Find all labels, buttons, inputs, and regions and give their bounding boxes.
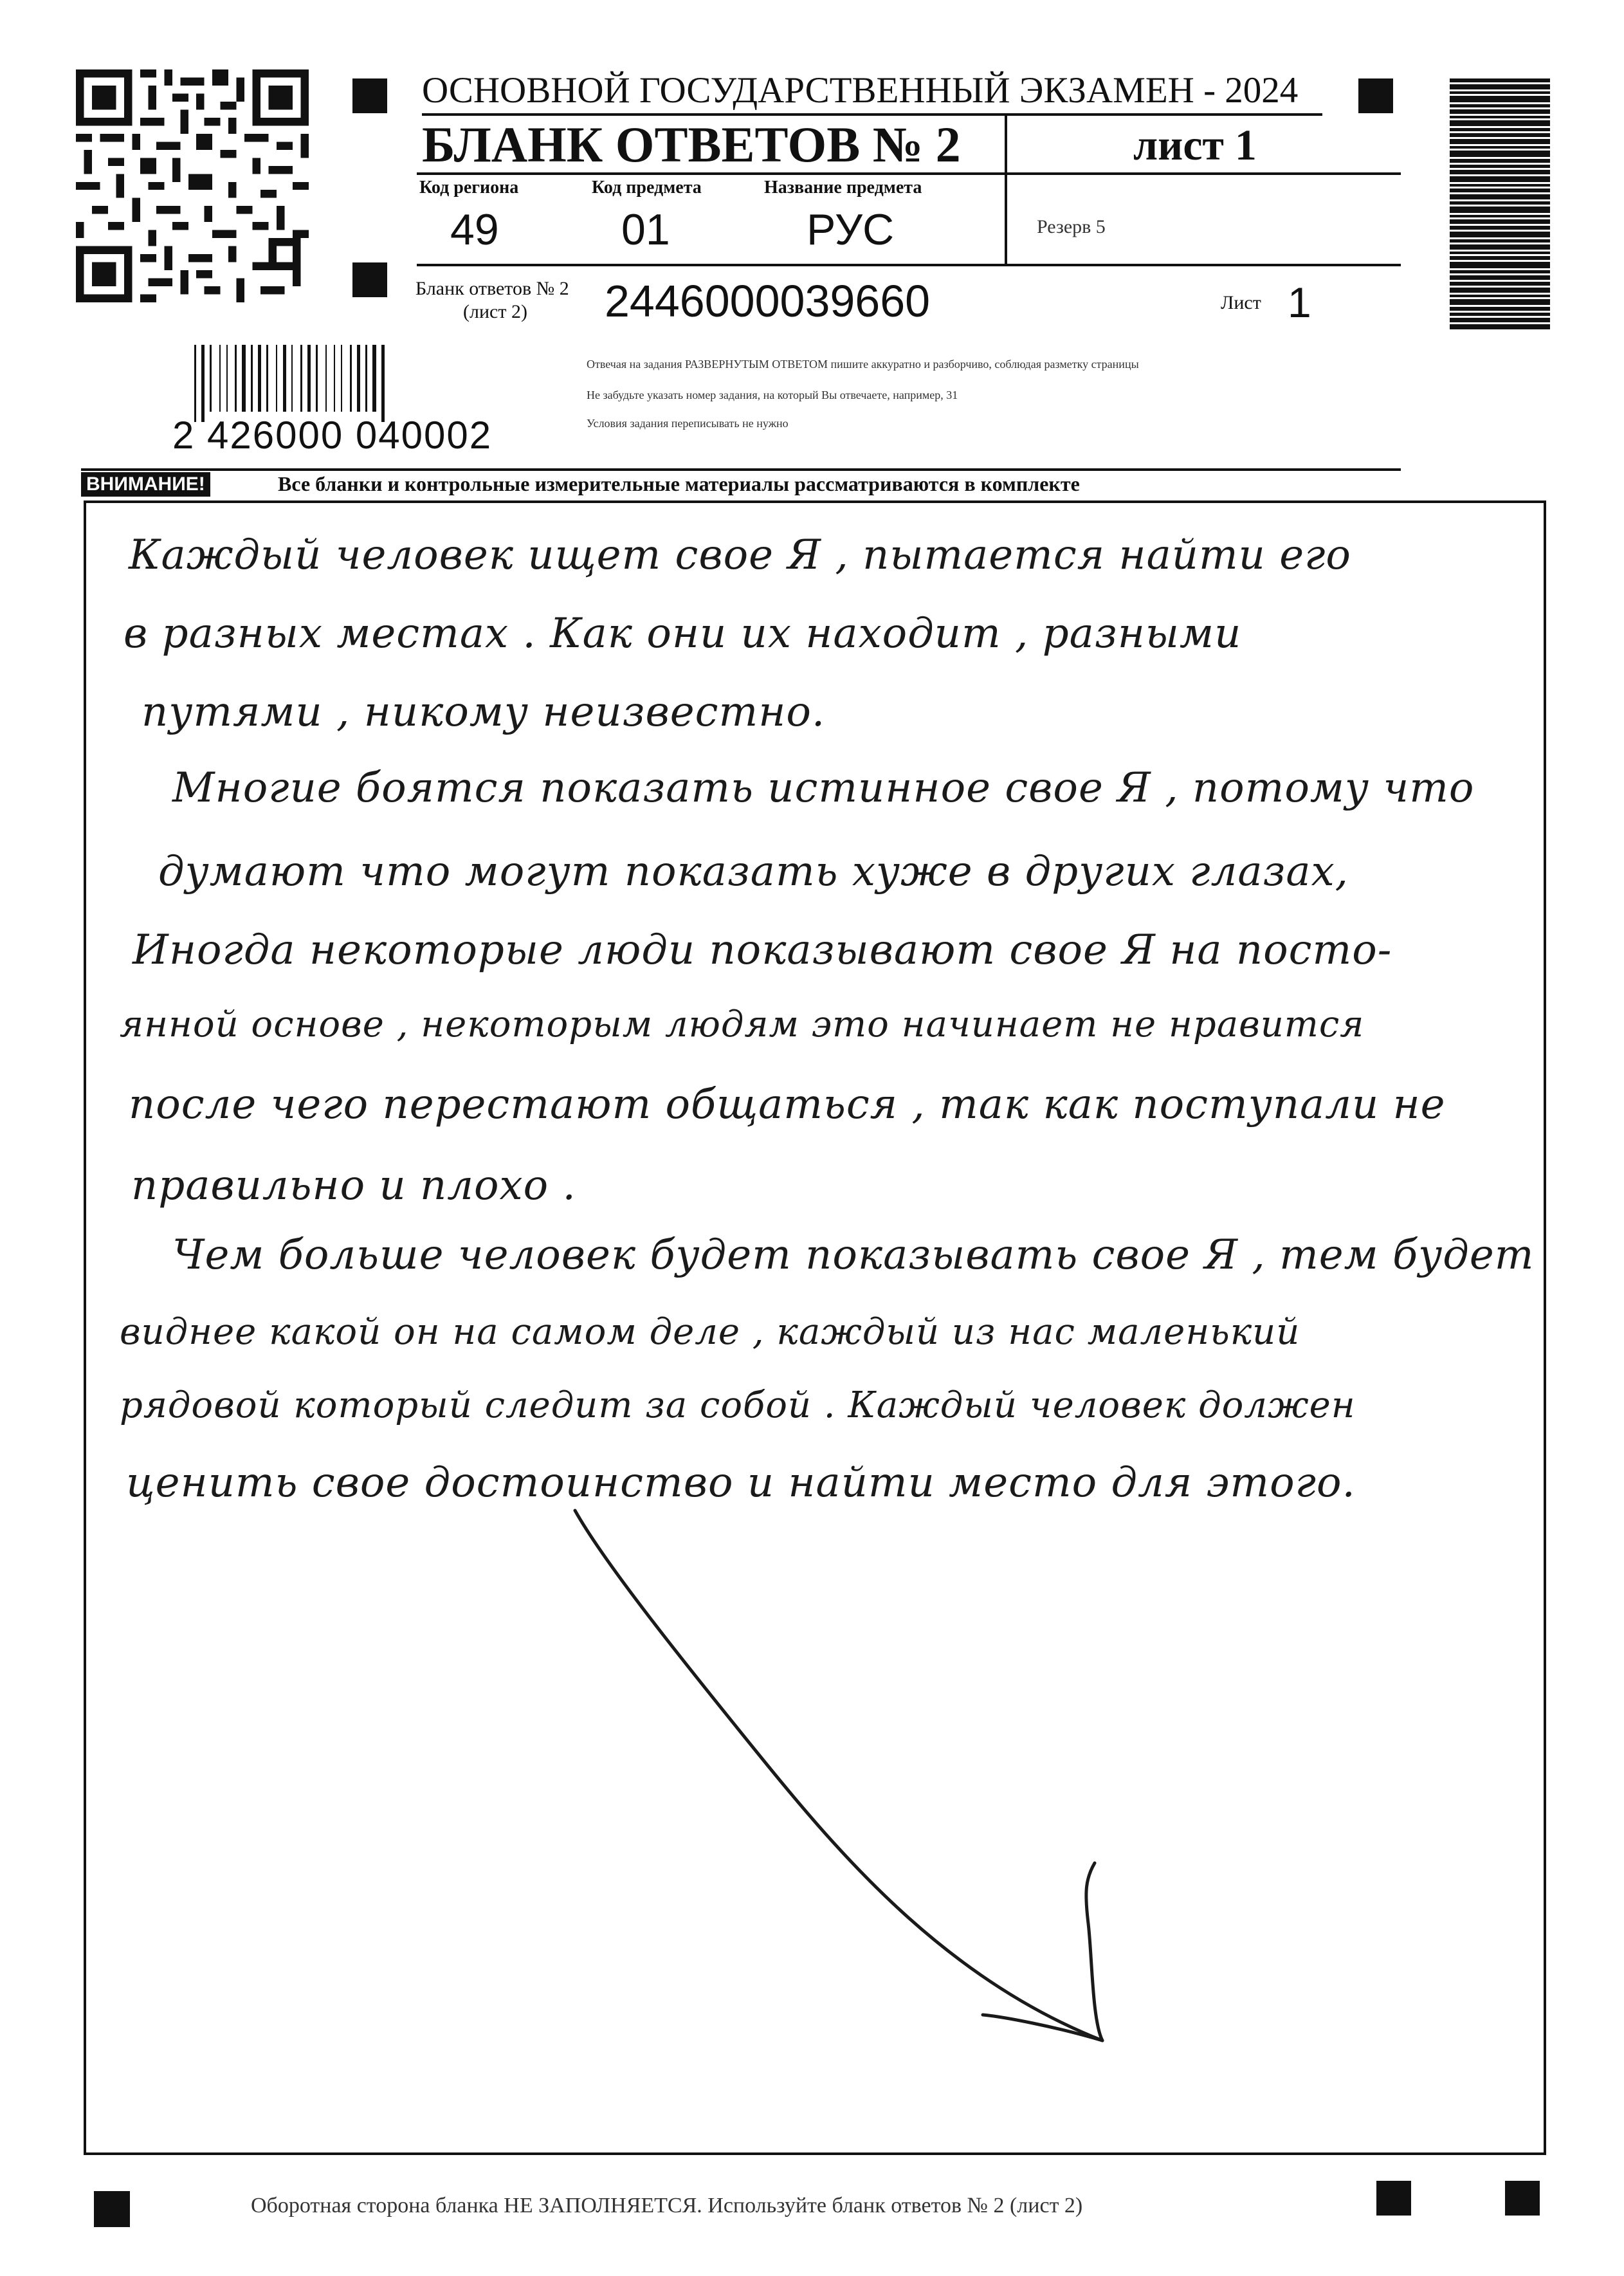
registration-mark-top-right [1358,78,1393,113]
instruction-line-2: Не забудьте указать номер задания, на который Вы отвечаете, например, 31 [587,389,958,401]
registration-mark-bottom-mid [1376,2181,1411,2216]
answer-line-7: янной основе , некоторым людям это начинает не нравится [120,1004,1365,1045]
side-barcode [1450,78,1550,452]
subject-name-label: Название предмета [764,178,922,197]
answer-line-3: путями , никому неизвестно. [141,688,826,736]
exam-title: ОСНОВНОЙ ГОСУДАРСТВЕННЫЙ ЭКЗАМЕН - 2024 [422,70,1299,111]
form-number: 2446000039660 [605,276,931,326]
form-title: БЛАНК ОТВЕТОВ № 2 [422,116,961,172]
barcode-number: 2 426000 040002 [172,414,493,457]
title-bottom-line [417,172,1401,175]
notice-top-line [81,468,1401,471]
qr-code [76,69,309,302]
answer-line-1: Каждый человек ищет свое Я , пытается найти его [129,531,1351,579]
registration-mark-bottom-right [1505,2181,1540,2216]
region-code-label: Код региона [419,178,519,197]
instruction-line-1: Отвечая на задания РАЗВЕРНУТЫМ ОТВЕТОМ пишите аккуратно и разборчиво, соблюдая разметку страницы [587,358,1139,371]
region-code: 49 [450,205,499,254]
form-ref-line2: (лист 2) [463,301,527,322]
form-ref-line1: Бланк ответов № 2 [415,278,569,299]
answer-line-9: правильно и плохо . [131,1162,576,1209]
sheet-label: лист 1 [1133,120,1257,169]
sheet-no-label: Лист [1221,292,1261,313]
registration-mark-mid-left [352,262,387,297]
footer-note: Оборотная сторона бланка НЕ ЗАПОЛНЯЕТСЯ. Используйте бланк ответов № 2 (лист 2) [251,2194,1083,2217]
registration-mark-top-left [352,78,387,113]
answer-line-8: после чего перестают общаться , так как поступали не [129,1081,1446,1128]
instruction-line-3: Условия задания переписывать не нужно [587,417,789,430]
sheet-no: 1 [1288,279,1311,326]
answer-line-11: виднее какой он на самом деле , каждый из нас маленький [120,1311,1300,1353]
answer-line-10: Чем больше человек будет показывать свое Я , тем будет [172,1231,1535,1279]
subject-code: 01 [621,205,670,254]
notice-badge: ВНИМАНИЕ! [81,472,210,497]
reserve-label: Резерв 5 [1037,216,1106,237]
title-divider [1005,116,1007,265]
answer-line-13: ценить свое достоинство и найти место для этого. [126,1459,1356,1507]
subject-name: РУС [807,205,895,254]
notice-text: Все бланки и контрольные измерительные материалы рассматриваются в комплекте [278,472,1080,495]
subject-code-label: Код предмета [592,178,702,197]
registration-mark-bottom-left [94,2191,130,2227]
answer-line-6: Иногда некоторые люди показывают свое Я на посто- [132,926,1392,974]
codes-bottom-line [417,264,1401,266]
linear-barcode [194,345,529,422]
answer-line-4: Многие боятся показать истинное свое Я , потому что [172,764,1475,812]
answer-line-2: в разных местах . Как они их находит , разными [123,610,1242,657]
handdrawn-arrow [553,1492,1119,2059]
answer-line-12: рядовой который следит за собой . Каждый человек должен [120,1384,1356,1426]
answer-line-5: думают что могут показать хуже в других глазах, [158,848,1349,895]
